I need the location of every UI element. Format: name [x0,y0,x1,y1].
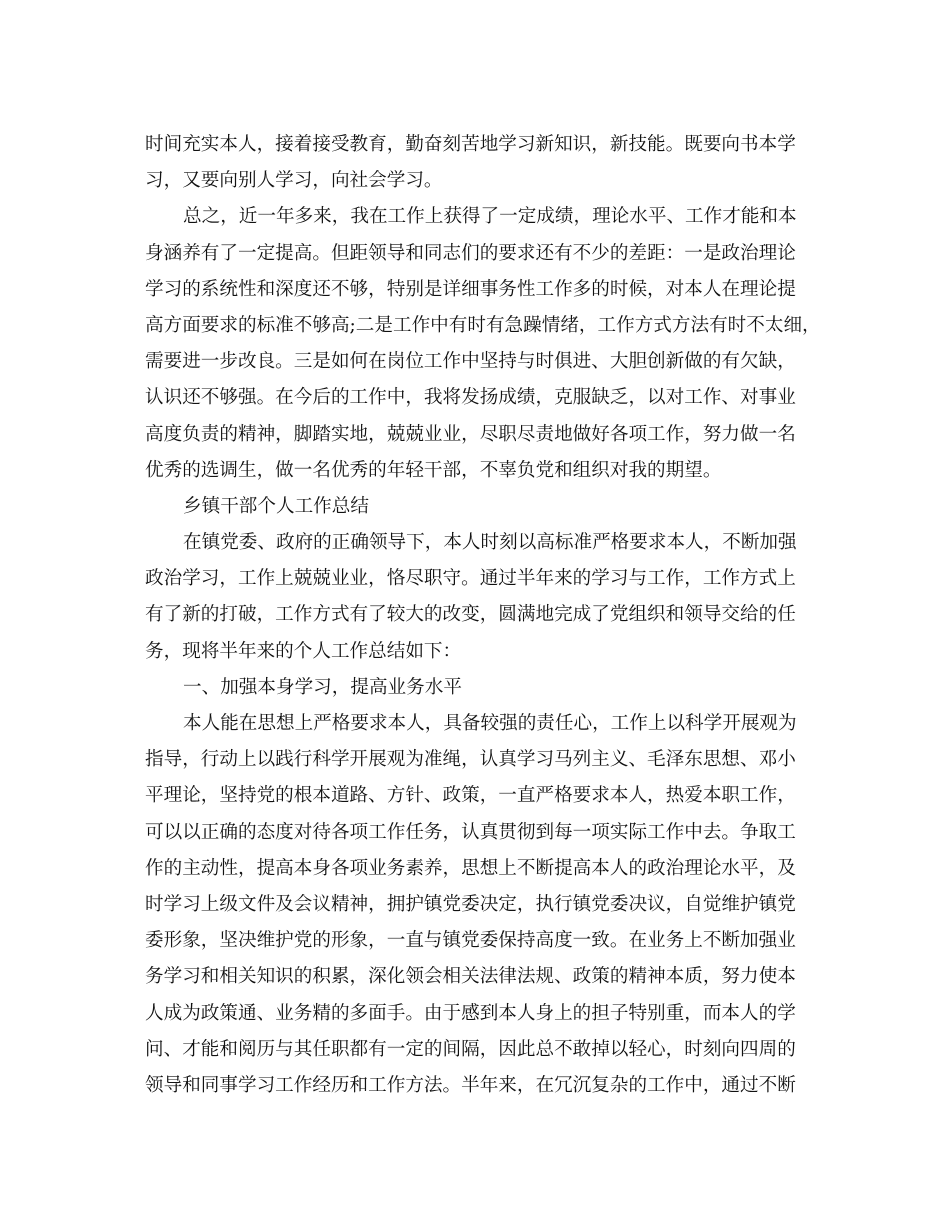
text-line: 作的主动性，提高本身各项业务素养，思想上不断提高本人的政治理论水平，及 [145,857,796,879]
text-line: 习，又要向别人学习，向社会学习。 [145,170,443,192]
paragraph-start-line: 本人能在思想上严格要求本人，具备较强的责任心，工作上以科学开展观为 [183,713,797,734]
text-line: 可以以正确的态度对待各项工作任务，认真贯彻到每一项实际工作中去。争取工 [145,821,796,843]
text-line: 务，现将半年来的个人工作总结如下： [145,640,462,662]
text-line: 领导和同事学习工作经历和工作方法。半年来，在冗沉复杂的工作中，通过不断 [145,1074,796,1096]
paragraph-start-line: 在镇党委、政府的正确领导下，本人时刻以高标准严格要求本人，不断加强 [183,532,797,554]
text-line: 平理论，坚持党的根本道路、方针、政策，一直严格要求本人，热爱本职工作， [145,785,796,807]
text-line: 认识还不够强。在今后的工作中，我将发扬成绩，克服缺乏，以对工作、对事业 [145,387,796,409]
text-line: 学习的系统性和深度还不够，特别是详细事务性工作多的时候，对本人在理论提 [145,278,796,300]
text-line: 需要进一步改良。三是如何在岗位工作中坚持与时俱进、大胆创新做的有欠缺， [145,351,796,373]
text-line: 问、才能和阅历与其任职都有一定的间隔，因此总不敢掉以轻心，时刻向四周的 [145,1038,796,1060]
document-body [145,127,825,1104]
section-heading: 一、加强本身学习，提高业务水平 [183,676,462,698]
text-line: 指导，行动上以践行科学开展观为准绳，认真学习马列主义、毛泽东思想、邓小 [145,749,796,771]
text-line: 高方面要求的标准不够高;二是工作中有时有急躁情绪，工作方式方法有时不太细， [145,314,821,336]
text-line: 时学习上级文件及会议精神，拥护镇党委决定，执行镇党委决议，自觉维护镇党 [145,893,796,915]
text-line: 人成为政策通、业务精的多面手。由于感到本人身上的担子特别重，而本人的学 [145,1002,796,1024]
text-line: 时间充实本人，接着接受教育，勤奋刻苦地学习新知识，新技能。既要向书本学 [145,134,796,155]
text-line: 政治学习，工作上兢兢业业，恪尽职守。通过半年来的学习与工作，工作方式上 [145,568,796,590]
section-title: 乡镇干部个人工作总结 [183,495,369,517]
text-line: 身涵养有了一定提高。但距领导和同志们的要求还有不少的差距：一是政治理论 [145,242,796,264]
text-line: 优秀的选调生，做一名优秀的年轻干部，不辜负党和组织对我的期望。 [145,459,722,481]
text-line: 有了新的打破，工作方式有了较大的改变，圆满地完成了党组织和领导交给的任 [145,604,796,626]
paragraph-start-line: 总之，近一年多来，我在工作上获得了一定成绩，理论水平、工作才能和本 [183,206,797,228]
text-line: 务学习和相关知识的积累，深化领会相关法律法规、政策的精神本质，努力使本 [145,966,796,988]
text-line: 高度负责的精神，脚踏实地，兢兢业业，尽职尽责地做好各项工作，努力做一名 [145,423,796,445]
text-line: 委形象，坚决维护党的形象，一直与镇党委保持高度一致。在业务上不断加强业 [145,930,796,952]
